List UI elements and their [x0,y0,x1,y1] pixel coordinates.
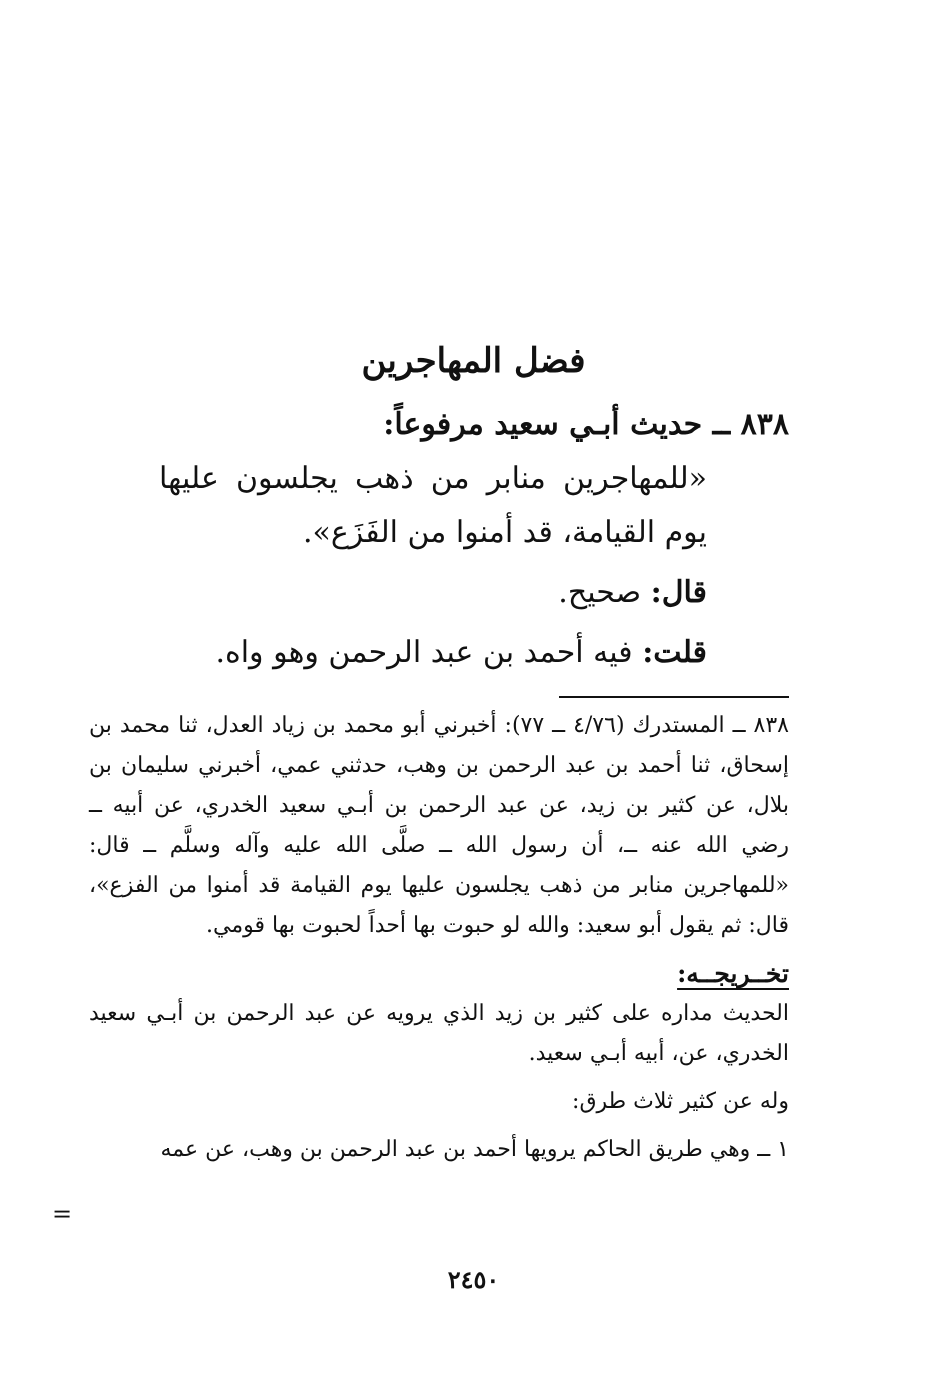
footnotes [89,706,789,1170]
ruling-label: قال: [650,575,707,610]
ruling-line [159,566,707,620]
takhrij-text: الحديث مداره على كثير بن زيد الذي يرويه عن عبد الرحمن بن أبـي سعيد الخدري، عن، أبيه أبـي سعيد. [89,1001,790,1066]
comment-line [159,626,707,680]
routes-intro: وله عن كثير ثلاث طرق: [572,1089,789,1114]
takhrij-heading: تخــريجــه: [677,959,789,988]
route-one: ١ ــ وهي طريق الحاكم يرويها أحمد بن عبد الرحمن بن وهب، عن عمه [160,1137,789,1162]
comment-label: قلت: [642,635,707,670]
hadith-text: «للمهاجرين منابر من ذهب يجلسون عليها يوم القيامة، قد أمنوا من الفَزَع». [159,461,707,550]
continuation-mark: = [52,1200,73,1228]
page-number: ٢٤٥٠ [447,1265,500,1294]
ruling-value: صحيح. [558,575,642,610]
footnote-divider [559,696,789,698]
footnote-isnad: ٨٣٨ ــ المستدرك (٤/٧٦ ــ ٧٧): أخبرني أبو محمد بن زياد العدل، ثنا محمد بن إسحاق، ثنا أحمد بن عبد الرحمن بن وهب، حدثني عمي، أخبرني سليمان بن بلال، عن كثير بن زيد، عن عبد الرحمن بن أبـي سعيد الخدري، عن أبيه ــ رضي الله عنه ــ، أن رسول الله ــ صلَّى الله عليه وآله وسلَّم ــ قال: «للمهاجرين منابر من ذهب يجلسون عليها يوم القيامة قد أمنوا من الفزع»، قال: ثم يقول أبو سعيد: والله لو حبوت بها أحداً لحبوت بها قومي. [89,713,789,938]
chapter-title: فضل المهاجرين [361,341,586,381]
main-text [159,398,789,680]
comment-value: فيه أحمد بن عبد الرحمن وهو واه. [215,635,633,670]
hadith-header: ٨٣٨ ــ حديث أبـي سعيد مرفوعاً: [383,407,789,442]
